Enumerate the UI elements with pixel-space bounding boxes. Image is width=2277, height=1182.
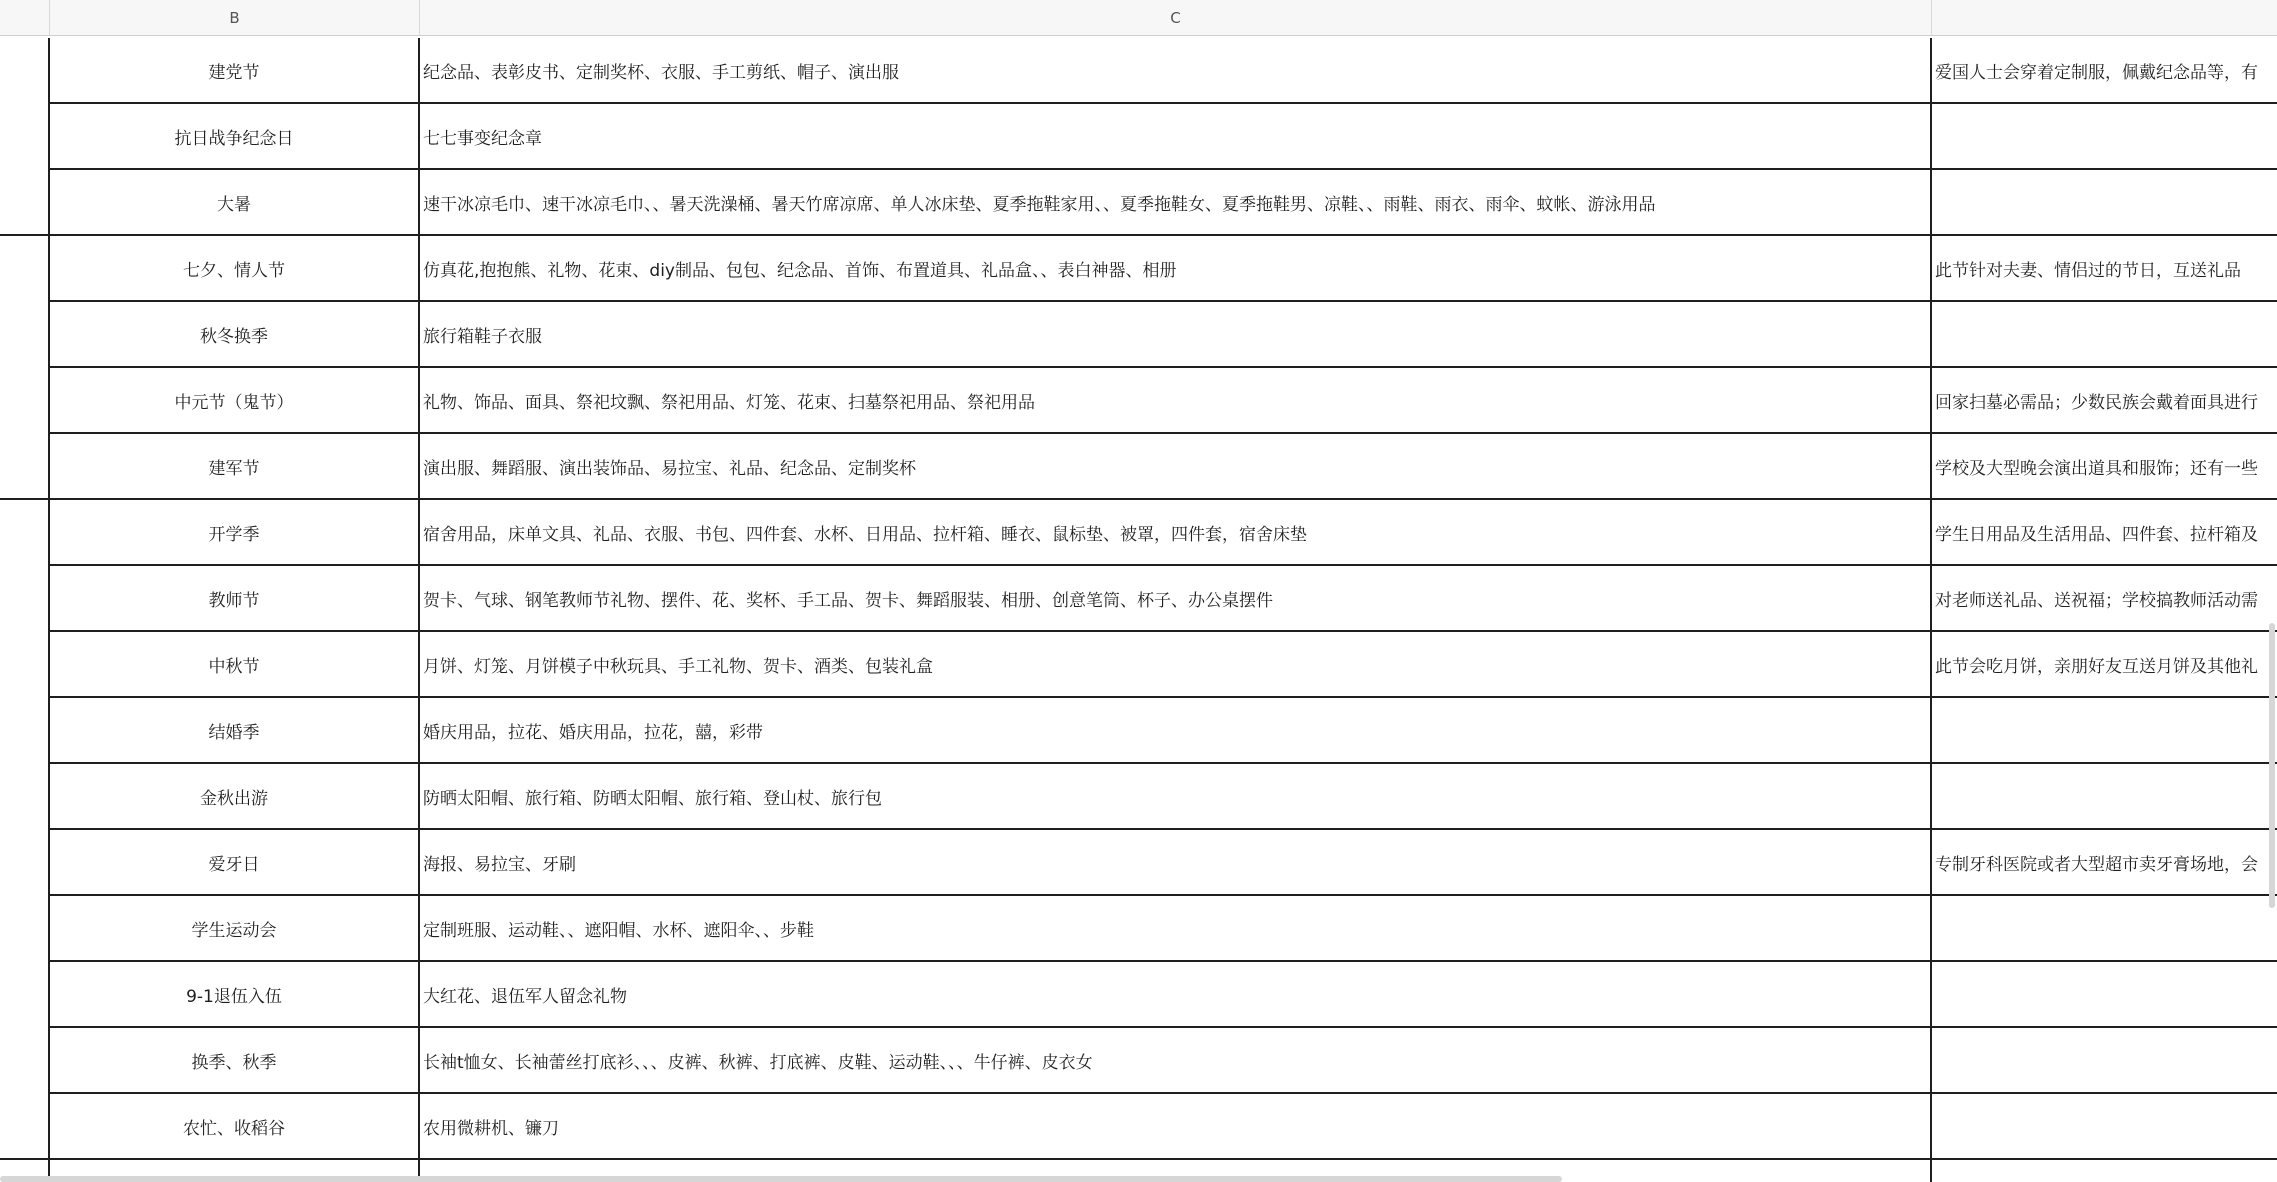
- table-row: [0, 38, 2277, 104]
- column-header-d[interactable]: [1932, 0, 2277, 36]
- table-row: [0, 368, 2277, 434]
- horizontal-scrollbar[interactable]: [0, 1176, 1562, 1182]
- cell-note[interactable]: 爱国人士会穿着定制服，佩戴纪念品等，有: [1932, 38, 2277, 104]
- cell-note[interactable]: [1932, 302, 2277, 368]
- cell-column-a[interactable]: [0, 566, 50, 632]
- cell-column-a[interactable]: [0, 302, 50, 368]
- cell-note[interactable]: [1932, 896, 2277, 962]
- column-header-a[interactable]: [0, 0, 50, 36]
- cell-note[interactable]: 此节针对夫妻、情侣过的节日，互送礼品: [1932, 236, 2277, 302]
- vertical-scrollbar[interactable]: [2269, 623, 2275, 908]
- cell-column-a[interactable]: [0, 896, 50, 962]
- cell-festival[interactable]: 大暑: [50, 170, 420, 236]
- cell-note[interactable]: [1932, 170, 2277, 236]
- cell-festival[interactable]: 秋冬换季: [50, 302, 420, 368]
- cell-festival[interactable]: 教师节: [50, 566, 420, 632]
- table-row: [0, 302, 2277, 368]
- cell-products[interactable]: 旅行箱鞋子衣服: [420, 302, 1932, 368]
- cell-column-a[interactable]: [0, 434, 50, 500]
- table-row: [0, 500, 2277, 566]
- cell-festival[interactable]: 建军节: [50, 434, 420, 500]
- column-header-b[interactable]: B: [50, 0, 420, 36]
- cell-products[interactable]: 定制班服、运动鞋、、遮阳帽、水杯、遮阳伞、、步鞋: [420, 896, 1932, 962]
- cell-products[interactable]: 演出服、舞蹈服、演出装饰品、易拉宝、礼品、纪念品、定制奖杯: [420, 434, 1932, 500]
- cell-column-a[interactable]: [0, 698, 50, 764]
- cell-products[interactable]: 农用微耕机、镰刀: [420, 1094, 1932, 1160]
- cell-note[interactable]: 学生日用品及生活用品、四件套、拉杆箱及: [1932, 500, 2277, 566]
- cell-note[interactable]: [1932, 1094, 2277, 1160]
- cell-column-a[interactable]: [0, 632, 50, 698]
- cell-column-a[interactable]: [0, 500, 50, 566]
- cell-festival[interactable]: 换季、秋季: [50, 1028, 420, 1094]
- table-row: [0, 764, 2277, 830]
- table-row: [0, 236, 2277, 302]
- cell-festival[interactable]: 9-1退伍入伍: [50, 962, 420, 1028]
- cell-column-a[interactable]: [0, 1028, 50, 1094]
- cell-column-a[interactable]: [0, 764, 50, 830]
- cell-festival[interactable]: 学生运动会: [50, 896, 420, 962]
- cell-products[interactable]: 大红花、退伍军人留念礼物: [420, 962, 1932, 1028]
- table-row: [0, 1094, 2277, 1160]
- cell-products[interactable]: 礼物、饰品、面具、祭祀坟飘、祭祀用品、灯笼、花束、扫墓祭祀用品、祭祀用品: [420, 368, 1932, 434]
- cell-note[interactable]: 学校及大型晚会演出道具和服饰；还有一些: [1932, 434, 2277, 500]
- cell-festival[interactable]: 开学季: [50, 500, 420, 566]
- cell-note[interactable]: [1932, 1160, 2277, 1182]
- cell-products[interactable]: 月饼、灯笼、月饼模子中秋玩具、手工礼物、贺卡、酒类、包装礼盒: [420, 632, 1932, 698]
- cell-column-a[interactable]: [0, 830, 50, 896]
- cell-column-a[interactable]: [0, 1094, 50, 1160]
- cell-note[interactable]: [1932, 962, 2277, 1028]
- cell-festival[interactable]: 中秋节: [50, 632, 420, 698]
- cell-note[interactable]: [1932, 1028, 2277, 1094]
- cell-products[interactable]: 防晒太阳帽、旅行箱、防晒太阳帽、旅行箱、登山杖、旅行包: [420, 764, 1932, 830]
- table-row: [0, 566, 2277, 632]
- cell-column-a[interactable]: [0, 170, 50, 236]
- column-header-c[interactable]: C: [420, 0, 1932, 36]
- cell-festival[interactable]: 农忙、收稻谷: [50, 1094, 420, 1160]
- cell-festival[interactable]: 结婚季: [50, 698, 420, 764]
- cell-note[interactable]: 回家扫墓必需品；少数民族会戴着面具进行: [1932, 368, 2277, 434]
- cell-festival[interactable]: 中元节（鬼节）: [50, 368, 420, 434]
- cell-products[interactable]: 七七事变纪念章: [420, 104, 1932, 170]
- table-row: [0, 434, 2277, 500]
- table-row: [0, 962, 2277, 1028]
- cell-note[interactable]: 对老师送礼品、送祝福；学校搞教师活动需: [1932, 566, 2277, 632]
- cell-column-a[interactable]: [0, 368, 50, 434]
- cell-products[interactable]: 仿真花,抱抱熊、礼物、花束、diy制品、包包、纪念品、首饰、布置道具、礼品盒、、表白神器、相册: [420, 236, 1932, 302]
- cell-note[interactable]: [1932, 698, 2277, 764]
- cell-festival[interactable]: 金秋出游: [50, 764, 420, 830]
- cell-products[interactable]: 速干冰凉毛巾、速干冰凉毛巾、、暑天洗澡桶、暑天竹席凉席、单人冰床垫、夏季拖鞋家用、、夏季拖鞋女、夏季拖鞋男、凉鞋、、雨鞋、雨衣、雨伞、蚊帐、游泳用品: [420, 170, 1932, 236]
- table-row: [0, 830, 2277, 896]
- cell-note[interactable]: 专制牙科医院或者大型超市卖牙膏场地，会: [1932, 830, 2277, 896]
- cell-column-a[interactable]: [0, 104, 50, 170]
- table-row: [0, 1028, 2277, 1094]
- cell-column-a[interactable]: [0, 38, 50, 104]
- cell-festival[interactable]: 建党节: [50, 38, 420, 104]
- cell-products[interactable]: 纪念品、表彰皮书、定制奖杯、衣服、手工剪纸、帽子、演出服: [420, 38, 1932, 104]
- table-row: [0, 632, 2277, 698]
- table-row: [0, 104, 2277, 170]
- cell-note[interactable]: 此节会吃月饼，亲朋好友互送月饼及其他礼: [1932, 632, 2277, 698]
- cell-products[interactable]: 海报、易拉宝、牙刷: [420, 830, 1932, 896]
- cell-festival[interactable]: 七夕、情人节: [50, 236, 420, 302]
- cell-note[interactable]: [1932, 764, 2277, 830]
- table-row: [0, 698, 2277, 764]
- cell-note[interactable]: [1932, 104, 2277, 170]
- table-row: [0, 896, 2277, 962]
- cell-products[interactable]: 贺卡、气球、钢笔教师节礼物、摆件、花、奖杯、手工品、贺卡、舞蹈服装、相册、创意笔筒、杯子、办公桌摆件: [420, 566, 1932, 632]
- cell-products[interactable]: 婚庆用品，拉花、婚庆用品，拉花，囍，彩带: [420, 698, 1932, 764]
- cell-column-a[interactable]: [0, 236, 50, 302]
- cell-products[interactable]: 长袖t恤女、长袖蕾丝打底衫、、、皮裤、秋裤、打底裤、皮鞋、运动鞋、、、牛仔裤、皮衣女: [420, 1028, 1932, 1094]
- cell-festival[interactable]: 抗日战争纪念日: [50, 104, 420, 170]
- table-row: [0, 170, 2277, 236]
- cell-column-a[interactable]: [0, 962, 50, 1028]
- cell-products[interactable]: 宿舍用品，床单文具、礼品、衣服、书包、四件套、水杯、日用品、拉杆箱、睡衣、鼠标垫、被罩，四件套，宿舍床垫: [420, 500, 1932, 566]
- cell-festival[interactable]: 爱牙日: [50, 830, 420, 896]
